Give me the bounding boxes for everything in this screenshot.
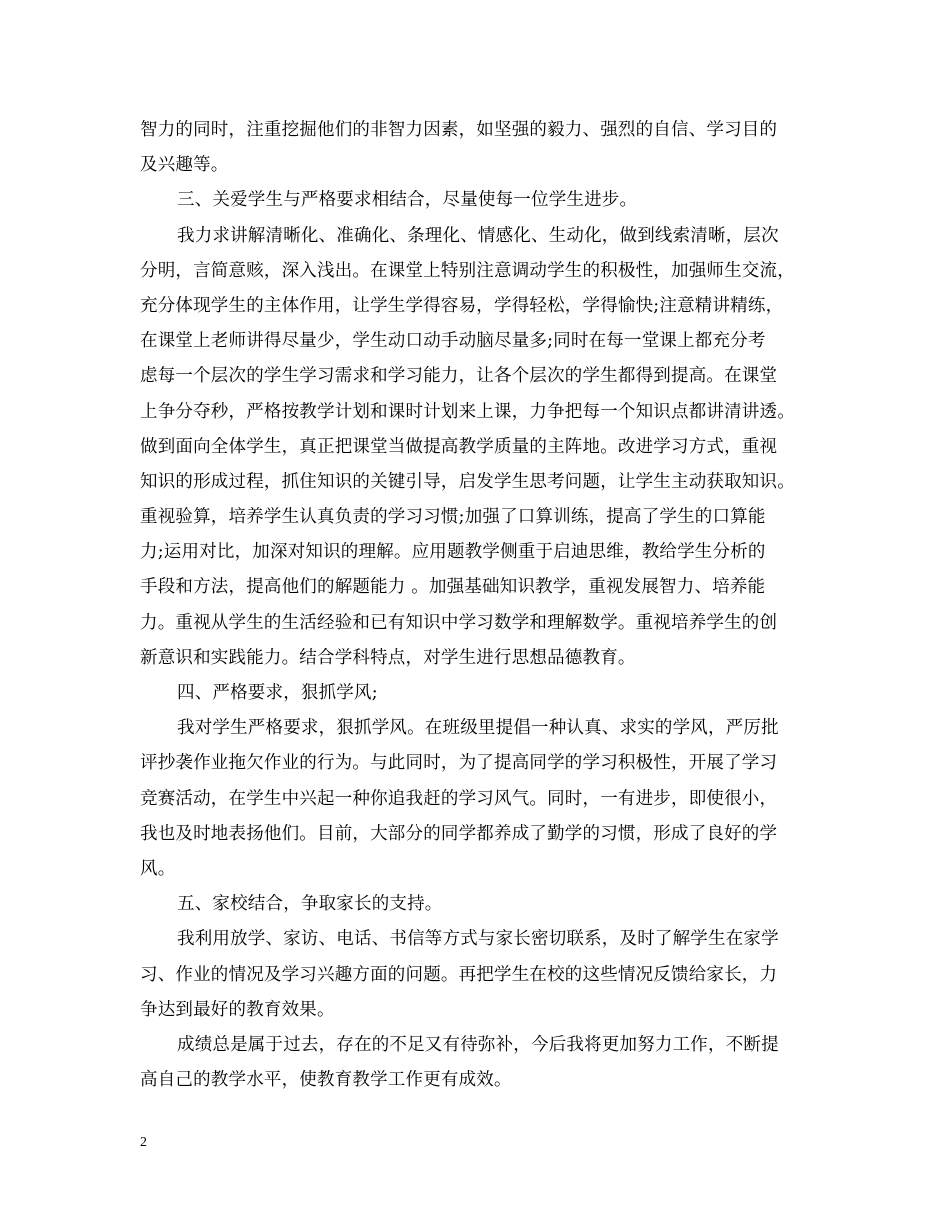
text-line: 竞赛活动，在学生中兴起一种你追我赶的学习风气。同时，一有进步，即使很小， — [140, 788, 778, 809]
text-line: 习、作业的情况及学习兴趣方面的问题。再把学生在校的这些情况反馈给家长，力 — [140, 964, 778, 985]
text-line: 充分体现学生的主体作用，让学生学得容易，学得轻松，学得愉快;注意精讲精练， — [140, 295, 784, 316]
text-line: 智力的同时，注重挖掘他们的非智力因素，如坚强的毅力、强烈的自信、学习目的 — [140, 120, 778, 140]
text-line: 力;运用对比，加深对知识的理解。应用题教学侧重于启迪思维，教给学生分析的 — [140, 542, 766, 563]
text-line: 我利用放学、家访、电话、书信等方式与家长密切联系，及时了解学生在家学 — [177, 929, 779, 950]
text-line: 我力求讲解清晰化、准确化、条理化、情感化、生动化，做到线索清晰，层次 — [177, 225, 779, 246]
text-line: 分明，言简意赅，深入浅出。在课堂上特别注意调动学生的积极性，加强师生交流， — [140, 260, 795, 281]
page-number: 2 — [140, 1135, 147, 1150]
text-line: 五、家校结合，争取家长的支持。 — [177, 894, 443, 915]
text-line: 我对学生严格要求，狠抓学风。在班级里提倡一种认真、求实的学风，严厉批 — [177, 718, 779, 739]
text-line: 上争分夺秒，严格按教学计划和课时计划来上课，力争把每一个知识点都讲清讲透。 — [140, 401, 795, 422]
text-line: 手段和方法，提高他们的解题能力 。加强基础知识教学，重视发展智力、培养能 — [140, 577, 766, 598]
text-line: 我也及时地表扬他们。目前，大部分的同学都养成了勤学的习惯，形成了良好的学 — [140, 823, 778, 844]
text-line: 三、关爱学生与严格要求相结合，尽量使每一位学生进步。 — [177, 190, 638, 211]
text-line: 虑每一个层次的学生学习需求和学习能力，让各个层次的学生都得到提高。在课堂 — [140, 366, 778, 387]
text-line: 及兴趣等。 — [140, 155, 229, 176]
document-body — [140, 113, 830, 1098]
text-line: 评抄袭作业拖欠作业的行为。与此同时，为了提高同学的学习积极性，开展了学习 — [140, 753, 778, 774]
text-line: 四、严格要求，狠抓学风; — [177, 683, 378, 703]
text-line: 争达到最好的教育效果。 — [140, 999, 335, 1020]
text-line: 在课堂上老师讲得尽量少，学生动口动手动脑尽量多;同时在每一堂课上都充分考 — [140, 331, 766, 352]
text-line: 风。 — [140, 858, 176, 879]
text-line: 重视验算，培养学生认真负责的学习习惯;加强了口算训练，提高了学生的口算能 — [140, 507, 766, 528]
text-line: 做到面向全体学生，真正把课堂当做提高教学质量的主阵地。改进学习方式，重视 — [140, 436, 778, 457]
text-line: 成绩总是属于过去，存在的不足又有待弥补，今后我将更加努力工作，不断提 — [177, 1034, 779, 1055]
text-line: 高自己的教学水平，使教育教学工作更有成效。 — [140, 1070, 512, 1091]
text-line: 新意识和实践能力。结合学科特点，对学生进行思想品德教育。 — [140, 647, 636, 668]
text-line: 知识的形成过程，抓住知识的关键引导，启发学生思考问题，让学生主动获取知识。 — [140, 471, 795, 492]
text-line: 力。重视从学生的生活经验和已有知识中学习数学和理解数学。重视培养学生的创 — [140, 612, 778, 633]
